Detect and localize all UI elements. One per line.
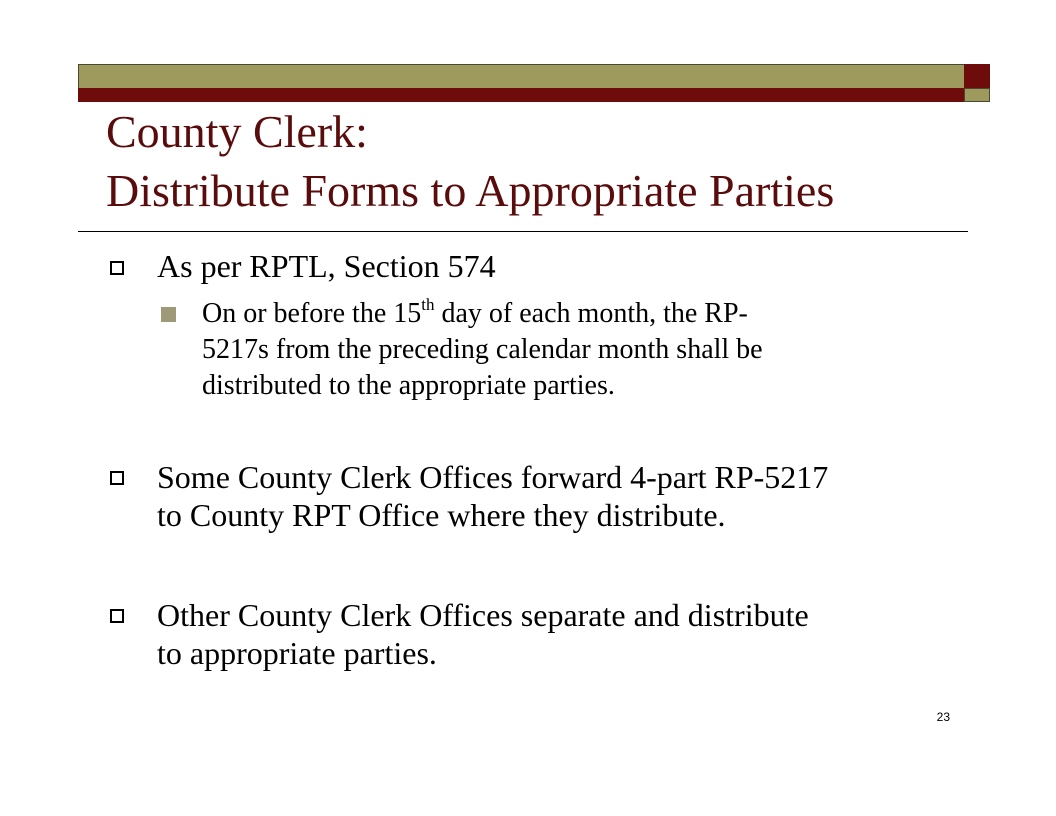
sub-bullet-text-part2: day of each month, the RP- [434, 298, 748, 329]
sub-bullet-text-part1: On or before the 15 [202, 298, 422, 329]
bullet-3-line-1: Other County Clerk Offices separate and distribute [157, 597, 809, 633]
bullet-3-line-2: to appropriate parties. [157, 635, 437, 671]
header-corner-block-olive [964, 88, 990, 102]
header-corner-block-maroon [964, 64, 990, 88]
bullet-text-forward [157, 458, 828, 534]
header-bar-maroon [78, 88, 964, 102]
ordinal-suffix: th [421, 295, 435, 314]
title-divider [78, 231, 968, 232]
slide-title-line-1: County Clerk: [106, 106, 368, 157]
sub-bullet-line-2: 5217s from the preceding calendar month shall be [202, 334, 763, 365]
header-bar-olive [78, 64, 964, 88]
page-number: 23 [936, 710, 950, 724]
bullet-text-separate [157, 596, 809, 672]
slide-title [106, 102, 986, 220]
slide-title-line-2: Distribute Forms to Appropriate Parties [106, 165, 835, 216]
bullet-text-rptl: As per RPTL, Section 574 [157, 248, 496, 284]
sub-bullet-line-3: distributed to the appropriate parties. [202, 370, 615, 401]
hollow-square-bullet-icon [110, 609, 124, 623]
sub-bullet-line-1 [202, 296, 763, 332]
bullet-2-line-1: Some County Clerk Offices forward 4-part RP-5217 [157, 459, 829, 495]
filled-square-bullet-icon [161, 307, 176, 322]
sub-bullet-text [202, 296, 763, 404]
hollow-square-bullet-icon [110, 471, 124, 485]
bullet-2-line-2: to County RPT Office where they distribute. [157, 497, 726, 533]
hollow-square-bullet-icon [110, 261, 124, 275]
